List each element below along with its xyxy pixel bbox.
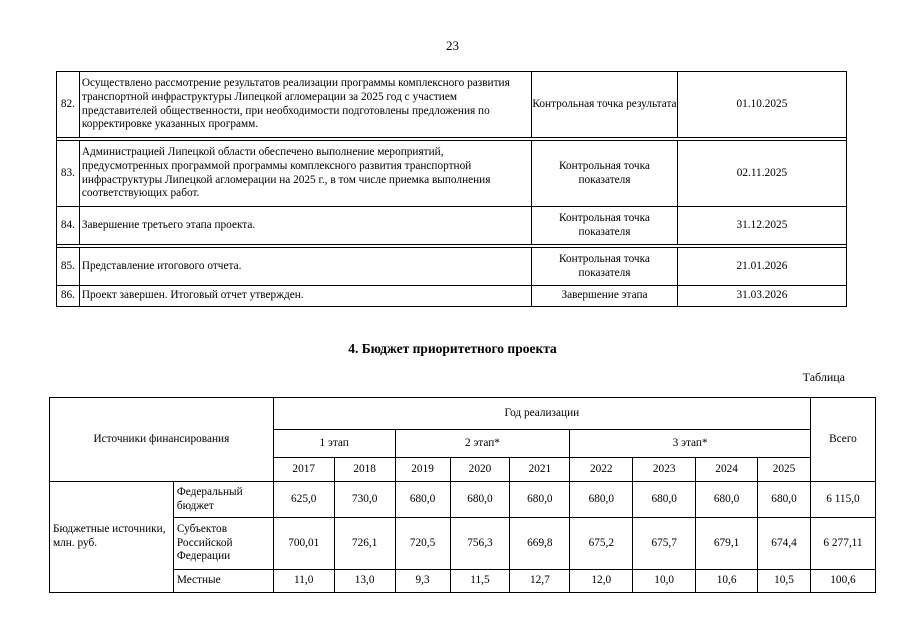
total-cell: 100,6: [810, 570, 875, 593]
table-row: [50, 518, 876, 570]
value-cell: 720,5: [395, 518, 450, 570]
value-cell: 675,7: [633, 518, 696, 570]
stage-header: 1 этап: [273, 430, 395, 458]
value-cell: 12,0: [570, 570, 633, 593]
milestone-description: Проект завершен. Итоговый отчет утвержден.: [79, 286, 531, 307]
total-cell: 6 115,0: [810, 482, 875, 518]
year-cell: 2021: [510, 458, 570, 482]
table-row: [50, 482, 876, 518]
budget-header-row: [50, 398, 876, 430]
year-cell: 2022: [570, 458, 633, 482]
milestone-number: 84.: [57, 207, 80, 245]
total-header: Всего: [810, 398, 875, 482]
milestone-date: 31.03.2026: [677, 286, 846, 307]
value-cell: 680,0: [395, 482, 450, 518]
value-cell: 625,0: [273, 482, 334, 518]
milestone-description: Осуществлено рассмотрение результатов реализации программы комплексного развития транспортной инфраструктуры Липецкой агломерации за 2025 год с участием представителей общественности, при необходимости подготовлены предложения по корректировке указанных программ.: [79, 72, 531, 138]
value-cell: 680,0: [633, 482, 696, 518]
section-title: 4. Бюджет приоритетного проекта: [348, 341, 557, 356]
table-row: [57, 207, 847, 245]
value-cell: 674,4: [758, 518, 811, 570]
source-label: Субъектов Российской Федерации: [173, 518, 273, 570]
year-cell: 2024: [696, 458, 758, 482]
value-cell: 726,1: [334, 518, 395, 570]
value-cell: 679,1: [696, 518, 758, 570]
table-row: [57, 72, 847, 138]
table-row: [50, 570, 876, 593]
budget-table: [49, 397, 876, 593]
table-label: Таблица: [802, 370, 845, 384]
milestone-description: Представление итогового отчета.: [79, 248, 531, 286]
value-cell: 675,2: [570, 518, 633, 570]
source-label: Местные: [173, 570, 273, 593]
year-cell: 2018: [334, 458, 395, 482]
sources-header: Источники финансирования: [50, 398, 274, 482]
milestone-number: 85.: [57, 248, 80, 286]
value-cell: 13,0: [334, 570, 395, 593]
value-cell: 10,0: [633, 570, 696, 593]
milestone-type: Контрольная точка показателя: [532, 207, 678, 245]
value-cell: 10,6: [696, 570, 758, 593]
table-row: [57, 141, 847, 207]
year-cell: 2017: [273, 458, 334, 482]
value-cell: 756,3: [450, 518, 510, 570]
table-row: [57, 248, 847, 286]
value-cell: 12,7: [510, 570, 570, 593]
value-cell: 11,5: [450, 570, 510, 593]
year-cell: 2023: [633, 458, 696, 482]
year-cell: 2019: [395, 458, 450, 482]
budget-group-label: Бюджетные источники, млн. руб.: [50, 482, 174, 593]
value-cell: 11,0: [273, 570, 334, 593]
milestone-number: 86.: [57, 286, 80, 307]
stage-header: 3 этап*: [570, 430, 811, 458]
milestone-type: Контрольная точка результата: [532, 72, 678, 138]
value-cell: 730,0: [334, 482, 395, 518]
value-cell: 680,0: [510, 482, 570, 518]
year-header: Год реализации: [273, 398, 810, 430]
milestone-number: 82.: [57, 72, 80, 138]
source-label: Федеральный бюджет: [173, 482, 273, 518]
milestone-description: Завершение третьего этапа проекта.: [79, 207, 531, 245]
milestone-description: Администрацией Липецкой области обеспечено выполнение мероприятий, предусмотренных программой программы комплексного развития транспортной инфраструктуры Липецкой агломерации на 2025 г., в том числе приемка выполнения соответствующих работ.: [79, 141, 531, 207]
milestones-table: [56, 71, 847, 307]
value-cell: 680,0: [570, 482, 633, 518]
page-number: 23: [446, 38, 459, 53]
value-cell: 680,0: [450, 482, 510, 518]
value-cell: 680,0: [696, 482, 758, 518]
value-cell: 10,5: [758, 570, 811, 593]
value-cell: 700,01: [273, 518, 334, 570]
value-cell: 669,8: [510, 518, 570, 570]
stage-header: 2 этап*: [395, 430, 570, 458]
milestone-number: 83.: [57, 141, 80, 207]
milestone-type: Контрольная точка показателя: [532, 141, 678, 207]
year-cell: 2020: [450, 458, 510, 482]
total-cell: 6 277,11: [810, 518, 875, 570]
milestone-date: 21.01.2026: [677, 248, 846, 286]
milestone-date: 01.10.2025: [677, 72, 846, 138]
milestone-date: 31.12.2025: [677, 207, 846, 245]
value-cell: 9,3: [395, 570, 450, 593]
milestone-type: Контрольная точка показателя: [532, 248, 678, 286]
milestone-date: 02.11.2025: [677, 141, 846, 207]
value-cell: 680,0: [758, 482, 811, 518]
table-row: [57, 286, 847, 307]
year-cell: 2025: [758, 458, 811, 482]
milestone-type: Завершение этапа: [532, 286, 678, 307]
